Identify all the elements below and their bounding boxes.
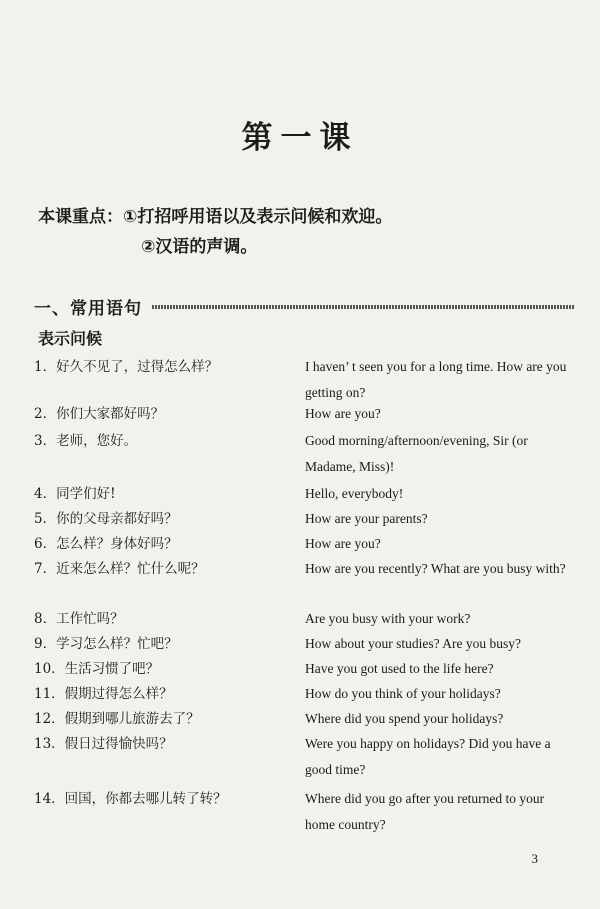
item-english: Hello, everybody! [305, 486, 404, 501]
item-english: How are your parents? [305, 511, 428, 526]
dotted-rule [152, 305, 574, 309]
item-english: How about your studies? Are you busy? [305, 636, 521, 651]
item-chinese: 13．假日过得愉快吗？ [34, 736, 173, 752]
lesson-title: 第一课 [241, 120, 359, 156]
item-chinese: 9．学习怎么样？忙吧？ [34, 636, 178, 652]
item-english: Have you got used to the life here? [305, 661, 494, 676]
item-chinese: 4．同学们好! [34, 486, 116, 502]
item-chinese: 1．好久不见了，过得怎么样？ [34, 359, 219, 375]
item-english: How are you recently? What are you busy with? [305, 561, 566, 576]
item-chinese: 6．怎么样？身体好吗？ [34, 536, 178, 552]
section-heading [34, 294, 574, 319]
item-chinese: 2．你们大家都好吗？ [34, 406, 165, 422]
item-chinese: 12．假期到哪儿旅游去了？ [34, 711, 200, 727]
item-chinese: 11．假期过得怎么样？ [34, 686, 173, 702]
item-chinese: 3．老师，您好。 [34, 433, 138, 449]
item-english: Were you happy on holidays? Did you have a good time? [305, 736, 551, 777]
item-chinese: 14．回国，你都去哪儿转了转？ [34, 791, 227, 807]
page-number: 3 [531, 851, 538, 866]
item-chinese: 8．工作忙吗？ [34, 611, 124, 627]
item-chinese: 5．你的父母亲都好吗？ [34, 511, 178, 527]
item-english: Good morning/afternoon/evening, Sir (or Madame, Miss)! [305, 433, 528, 474]
focus-line-1: 本课重点：①打招呼用语以及表示问候和欢迎。 [38, 207, 393, 227]
focus-line-2: ②汉语的声调。 [141, 237, 258, 257]
item-english: How are you? [305, 406, 381, 421]
section-title: 一、常用语句 [34, 299, 142, 319]
item-english: How do you think of your holidays? [305, 686, 501, 701]
item-english: I haven’ t seen you for a long time. How are you getting on? [305, 359, 567, 400]
item-english: Where did you spend your holidays? [305, 711, 504, 726]
item-chinese: 10．生活习惯了吧？ [34, 661, 160, 677]
item-english: Are you busy with your work? [305, 611, 471, 626]
item-english: Where did you go after you returned to your home country? [305, 791, 545, 832]
lesson-focus [38, 202, 392, 262]
item-chinese: 7．近来怎么样？忙什么呢？ [34, 561, 205, 577]
subsection-title: 表示问候 [38, 329, 103, 348]
item-english: How are you? [305, 536, 381, 551]
